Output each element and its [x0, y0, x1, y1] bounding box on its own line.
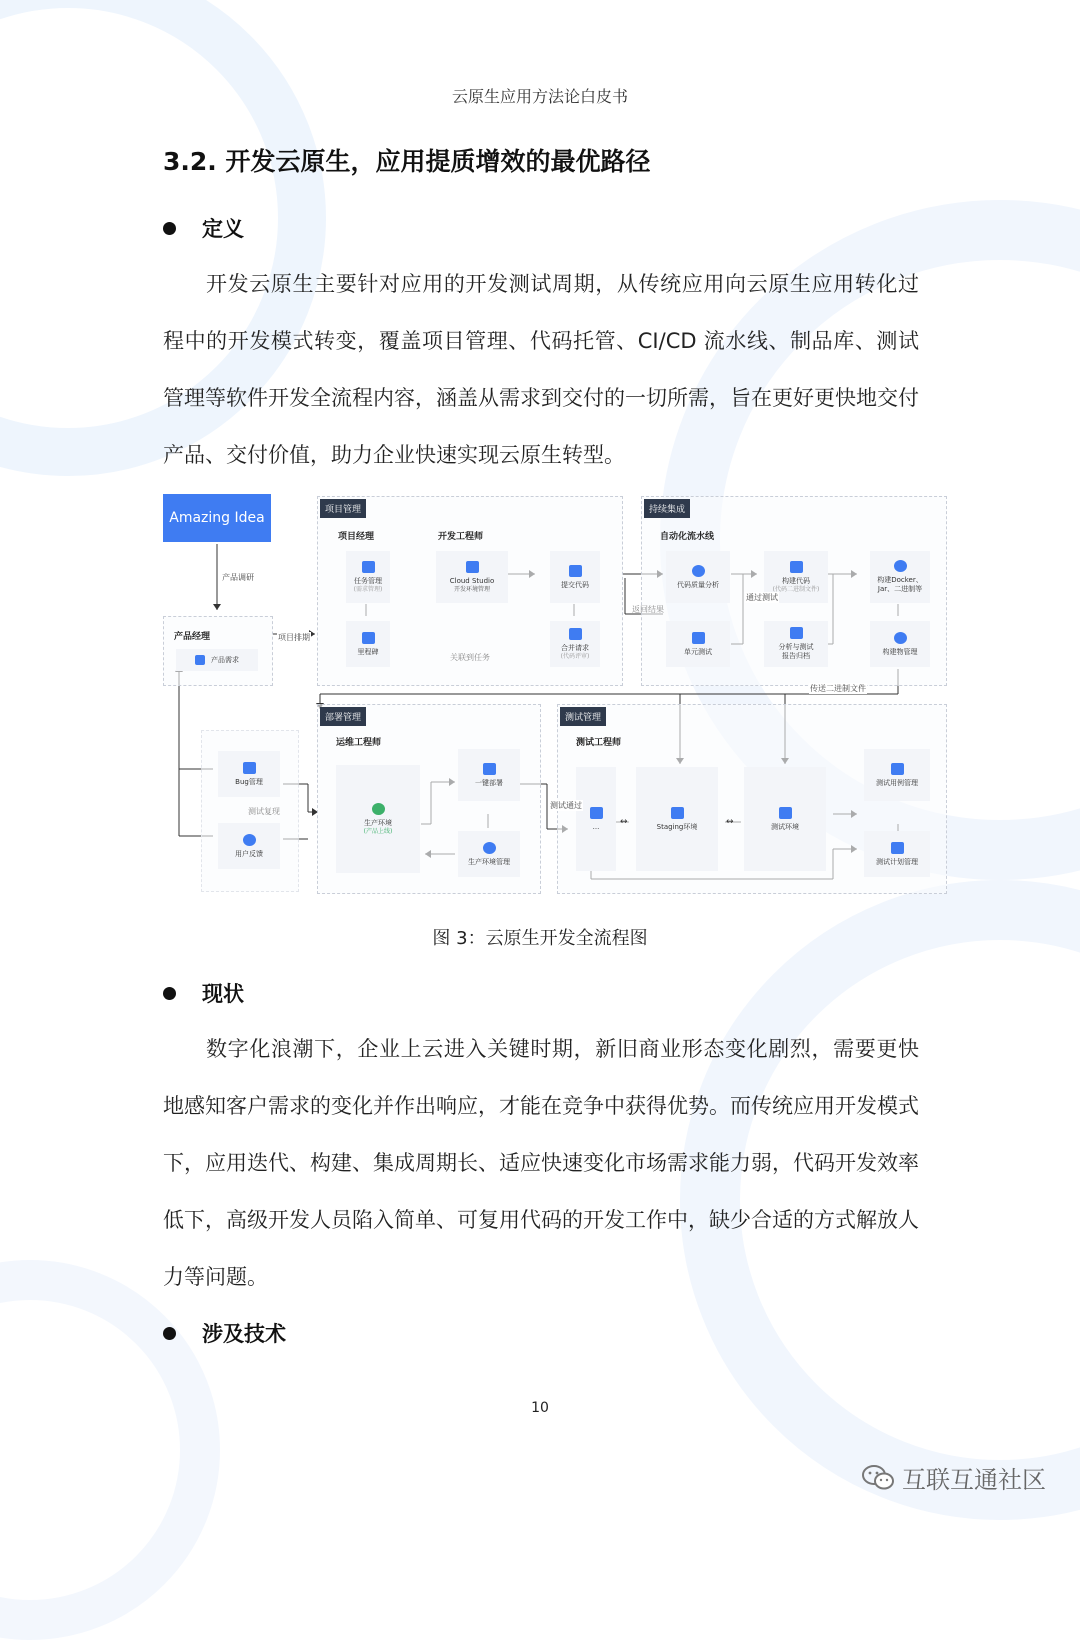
- node-product-need: 产品需求: [176, 649, 258, 671]
- server-icon: [671, 807, 684, 819]
- node-test-env: 测试环境: [744, 767, 826, 871]
- plan-icon: [891, 842, 904, 854]
- status-heading: [163, 978, 244, 1008]
- watermark: [862, 1460, 1046, 1495]
- node-prod-env: 生产环境 (产品上线): [336, 765, 420, 873]
- node-analysis-test: 分析与测试 报告归档: [764, 621, 828, 667]
- node-build-docker: 构建Docker、 Jar、二进制等: [870, 551, 930, 603]
- status-heading-text: 现状: [202, 982, 244, 1006]
- role-dev-engineer: 开发工程师: [438, 532, 484, 542]
- tech-heading-text: 涉及技术: [202, 1322, 286, 1346]
- node-cloud-studio: Cloud Studio 开发环境管理: [436, 551, 508, 603]
- merge-icon: [569, 628, 582, 640]
- amazing-idea-box: Amazing Idea: [163, 494, 271, 542]
- build-icon: [790, 561, 803, 573]
- edge-label-related-tasks: 关联到任务: [450, 653, 490, 662]
- wechat-icon: [862, 1464, 894, 1492]
- ci-panel: [641, 496, 947, 686]
- milestone-icon: [362, 632, 375, 644]
- server-icon: [590, 807, 603, 819]
- bullet-icon: [163, 1327, 176, 1340]
- edge-label-product-research: 产品调研: [222, 573, 254, 582]
- terminal-icon: [569, 565, 582, 577]
- arrow-glyph: ↔: [620, 817, 628, 827]
- node-test-case-mgmt: 测试用例管理: [864, 749, 930, 801]
- edge-label-test-feedback: 测试复现: [248, 807, 280, 816]
- section-title: 3.2. 开发云原生，应用提质增效的最优路径: [163, 147, 651, 176]
- role-test-engineer: 测试工程师: [576, 738, 622, 748]
- cloud-upload-icon: [483, 842, 496, 854]
- figure-caption: 图 3：云原生开发全流程图: [432, 928, 648, 949]
- user-icon: [243, 834, 256, 846]
- panel-tag-deploy: 部署管理: [320, 707, 366, 726]
- node-task-mgmt: 任务管理 (需求管理): [346, 551, 390, 603]
- node-build-code: 构建代码 (代码二进制文件): [764, 551, 828, 603]
- bullet-icon: [163, 987, 176, 1000]
- code-window-icon: [466, 561, 479, 573]
- edge-label-send-binary: 传送二进制文件: [810, 684, 866, 693]
- edge-label-return-result: 返回结果: [632, 605, 664, 614]
- document-icon: [195, 655, 205, 665]
- server-icon: [779, 807, 792, 819]
- node-bug-mgmt: Bug管理: [218, 751, 280, 797]
- list-icon: [891, 763, 904, 775]
- node-unit-test: 单元测试: [666, 621, 730, 667]
- test-icon: [692, 632, 705, 644]
- node-commit-code: 提交代码: [550, 551, 600, 603]
- definition-heading: [163, 213, 244, 243]
- panel-tag-ci: 持续集成: [644, 499, 690, 518]
- tech-heading: [163, 1318, 286, 1348]
- panel-tag-test: 测试管理: [560, 707, 606, 726]
- node-test-first: ...: [576, 767, 616, 871]
- page-number: 10: [531, 1400, 549, 1416]
- bug-icon: [243, 762, 256, 774]
- clipboard-icon: [362, 561, 375, 573]
- background-arc: [0, 1260, 220, 1640]
- arrow-glyph: ↔: [726, 817, 734, 827]
- test-management-panel: [557, 704, 947, 894]
- definition-paragraph: 开发云原生主要针对应用的开发测试周期，从传统应用向云原生应用转化过程中的开发模式转变，覆盖项目管理、代码托管、CI/CD 流水线、制品库、测试管理等软件开发全流程内容，涵盖从需求到交付的一切所需，旨在更好更快地交付产品、交付价值，助力企业快速实现云原生转型。: [163, 272, 919, 467]
- role-project-manager: 项目经理: [338, 532, 375, 542]
- watermark-text: 互联互通社区: [902, 1466, 1046, 1494]
- edge-label-test-passed: 测试通过: [550, 801, 582, 810]
- node-staging-env: Staging环境: [636, 767, 718, 871]
- cloud-icon: [372, 803, 385, 815]
- bullet-icon: [163, 222, 176, 235]
- node-user-feedback: 用户反馈: [218, 823, 280, 869]
- node-artifact: 构建物管理: [870, 621, 930, 667]
- node-one-click-deploy: 一键部署: [458, 749, 520, 801]
- node-prod-env-mgmt: 生产环境管理: [458, 831, 520, 877]
- package-icon: [894, 632, 907, 644]
- deploy-icon: [483, 763, 496, 775]
- cloud-native-dev-flow-diagram: [163, 494, 947, 894]
- running-header: 云原生应用方法论白皮书: [451, 87, 628, 106]
- deploy-management-panel: [317, 704, 541, 894]
- panel-tag-project: 项目管理: [320, 499, 366, 518]
- report-icon: [790, 627, 803, 639]
- node-milestone: 里程碑: [346, 621, 390, 667]
- node-merge-request: 合并请求 (代码评审): [550, 621, 600, 667]
- role-ops-engineer: 运维工程师: [336, 738, 382, 748]
- role-product-manager: 产品经理: [174, 632, 211, 642]
- product-manager-panel: [163, 616, 273, 686]
- definition-heading-text: 定义: [202, 217, 244, 241]
- status-paragraph: 数字化浪潮下，企业上云进入关键时期，新旧商业形态变化剧烈，需要更快地感知客户需求的变化并作出响应，才能在竞争中获得优势。而传统应用开发模式下，应用迭代、构建、集成周期长、适应快速变化市场需求能力弱，代码开发效率低下，高级开发人员陷入简单、可复用代码的开发工作中，缺少合适的方式解放人力等问题。: [163, 1037, 919, 1289]
- edge-label-project-scheduling: 项目排期: [278, 633, 310, 642]
- role-pipeline: 自动化流水线: [660, 532, 715, 542]
- edge-label-pass-test: 通过测试: [746, 593, 778, 602]
- shield-icon: [692, 565, 705, 577]
- network-icon: [894, 560, 907, 572]
- node-code-quality: 代码质量分析: [666, 551, 730, 603]
- node-test-plan-mgmt: 测试计划管理: [864, 831, 930, 877]
